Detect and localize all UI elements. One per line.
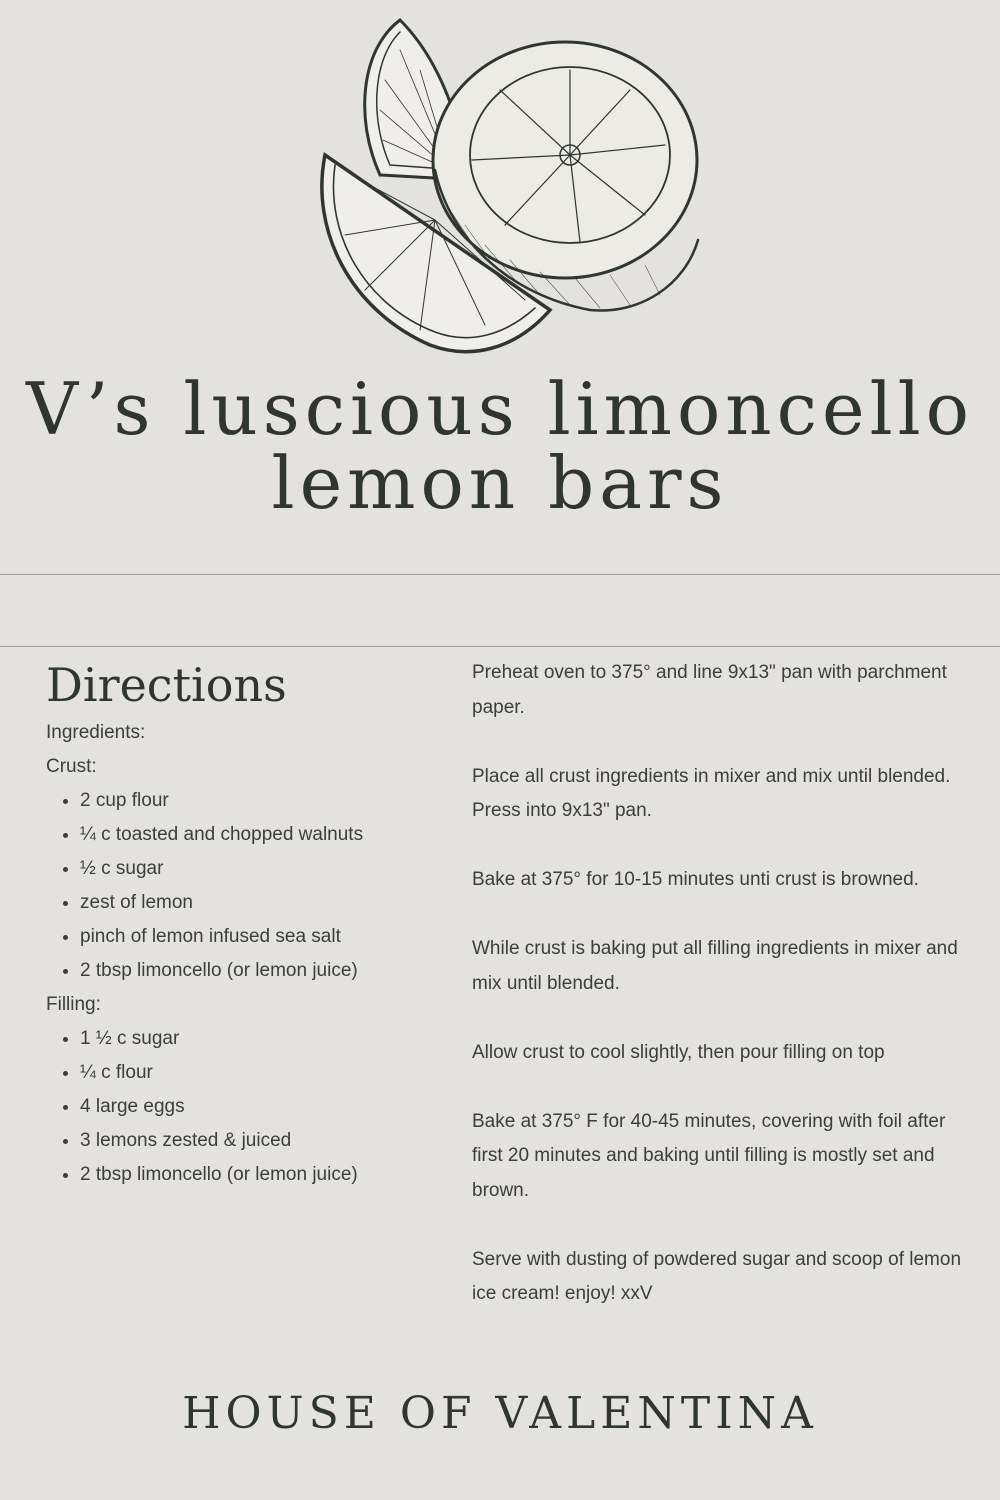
list-item: • 2 tbsp limoncello (or lemon juice) [80,954,446,988]
lemon-slices-icon [300,10,710,370]
list-item: • ¼ c toasted and chopped walnuts [80,818,446,852]
list-item: • 4 large eggs [80,1090,446,1124]
step-5: Allow crust to cool slightly, then pour filling on top [472,1041,885,1063]
title-line-1: V’s luscious limoncello [26,367,974,451]
step-7: Serve with dusting of powdered sugar and scoop of lemon ice cream! enjoy! xxV [472,1248,962,1304]
step-2: Place all crust ingredients in mixer and mix until blended. Press into 9x13" pan. [472,765,951,821]
list-item: • ¼ c flour [80,1056,446,1090]
divider-bottom [0,646,1000,647]
list-item: • 2 tbsp limoncello (or lemon juice) [80,1158,446,1192]
step-6: Bake at 375° F for 40-45 minutes, covering with foil after first 20 minutes and baking until filling is mostly set and brown. [472,1110,946,1201]
step-4: While crust is baking put all filling ingredients in mixer and mix until blended. [472,938,958,994]
filling-list [46,1022,446,1192]
ingredients-column [46,656,446,1192]
list-item: • 1 ½ c sugar [80,1022,446,1056]
list-item: • zest of lemon [80,886,446,920]
title-line-2: lemon bars [271,441,729,525]
list-item: • pinch of lemon infused sea salt [80,920,446,954]
filling-label: Filling: [46,994,101,1015]
ingredients-label: Ingredients: [46,722,146,743]
list-item: • ½ c sugar [80,852,446,886]
steps-column [472,656,962,1346]
step-3: Bake at 375° for 10-15 minutes unti crust is browned. [472,869,919,890]
directions-heading: Directions [46,658,287,712]
page-title [0,367,1000,525]
brand-footer: HOUSE OF VALENTINA [182,1388,818,1439]
divider-top [0,574,1000,575]
list-item: • 3 lemons zested & juiced [80,1124,446,1158]
step-1: Preheat oven to 375° and line 9x13" pan with parchment paper. [472,662,947,718]
crust-list [46,784,446,988]
list-item: • 2 cup flour [80,784,446,818]
crust-label: Crust: [46,756,97,777]
